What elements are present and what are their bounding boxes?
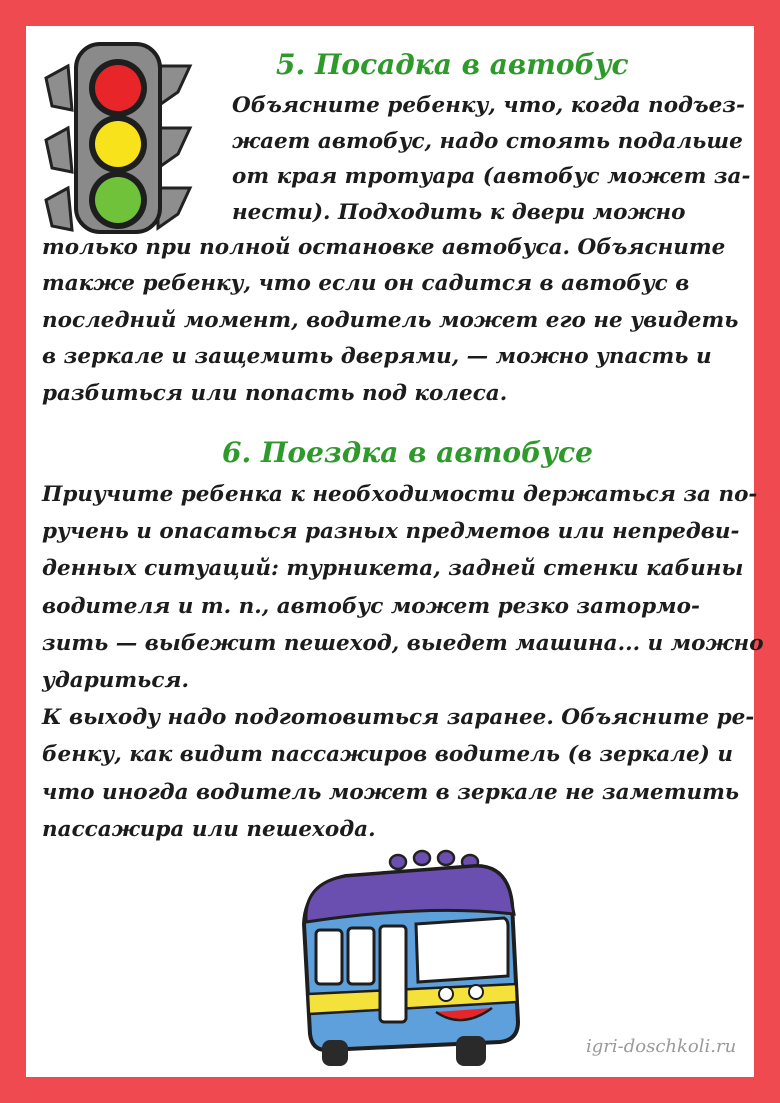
green-light xyxy=(95,177,141,223)
text-line: в зеркале и защемить дверями, — можно упасть и xyxy=(42,344,712,370)
text-line: от края тротуара (автобус может за- xyxy=(232,164,751,189)
text-line: разбиться или попасть под колеса. xyxy=(42,380,508,406)
bus-eye-right xyxy=(469,985,483,999)
yellow-light xyxy=(95,121,141,167)
text-line: зить — выбежит пешеход, выедет машина... и можно xyxy=(42,630,764,656)
bus-wheel xyxy=(456,1036,486,1066)
text-line: денных ситуаций: турникета, задней стенки кабины xyxy=(42,556,744,582)
text-line: ручень и опасаться разных предметов или непредви- xyxy=(42,519,740,545)
text-line: водителя и т. п., автобус может резко затормо- xyxy=(42,593,700,619)
text-line: удариться. xyxy=(42,668,190,694)
text-line: пассажира или пешехода. xyxy=(42,816,376,842)
bus-window xyxy=(316,930,342,984)
text-line: нести). Подходить к двери можно xyxy=(232,199,686,225)
bus-windshield xyxy=(416,918,508,982)
text-line: жает автобус, надо стоять подальше xyxy=(232,128,743,154)
text-line: только при полной остановке автобуса. Объясните xyxy=(42,235,726,260)
text-line: Объясните ребенку, что, когда подъез- xyxy=(232,93,745,118)
section5-intro-paragraph xyxy=(232,88,750,230)
text-line: К выходу надо подготовиться заранее. Объясните ре- xyxy=(42,705,755,731)
bus-eye-left xyxy=(439,987,453,1001)
red-light xyxy=(95,65,141,111)
bus-door xyxy=(380,926,406,1022)
section5-paragraph xyxy=(42,230,738,412)
text-line: последний момент, водитель может его не увидеть xyxy=(42,307,739,333)
bus-window xyxy=(348,928,374,984)
text-line: Приучите ребенка к необходимости держаться за по- xyxy=(42,482,758,507)
bus-icon xyxy=(286,844,526,1072)
section5-title: 5. Посадка в автобус xyxy=(276,48,629,81)
text-line: что иногда водитель может в зеркале не заметить xyxy=(42,779,740,805)
info-sheet xyxy=(26,26,764,1077)
section6-paragraph xyxy=(42,476,764,848)
watermark: igri-doschkoli.ru xyxy=(586,1036,737,1057)
text-line: бенку, как видит пассажиров водитель (в зеркале) и xyxy=(42,742,733,768)
section6-title: 6. Поездка в автобусе xyxy=(222,436,593,469)
traffic-light-icon xyxy=(38,36,198,236)
bus-wheel xyxy=(322,1040,348,1066)
text-line: также ребенку, что если он садится в автобус в xyxy=(42,271,690,297)
